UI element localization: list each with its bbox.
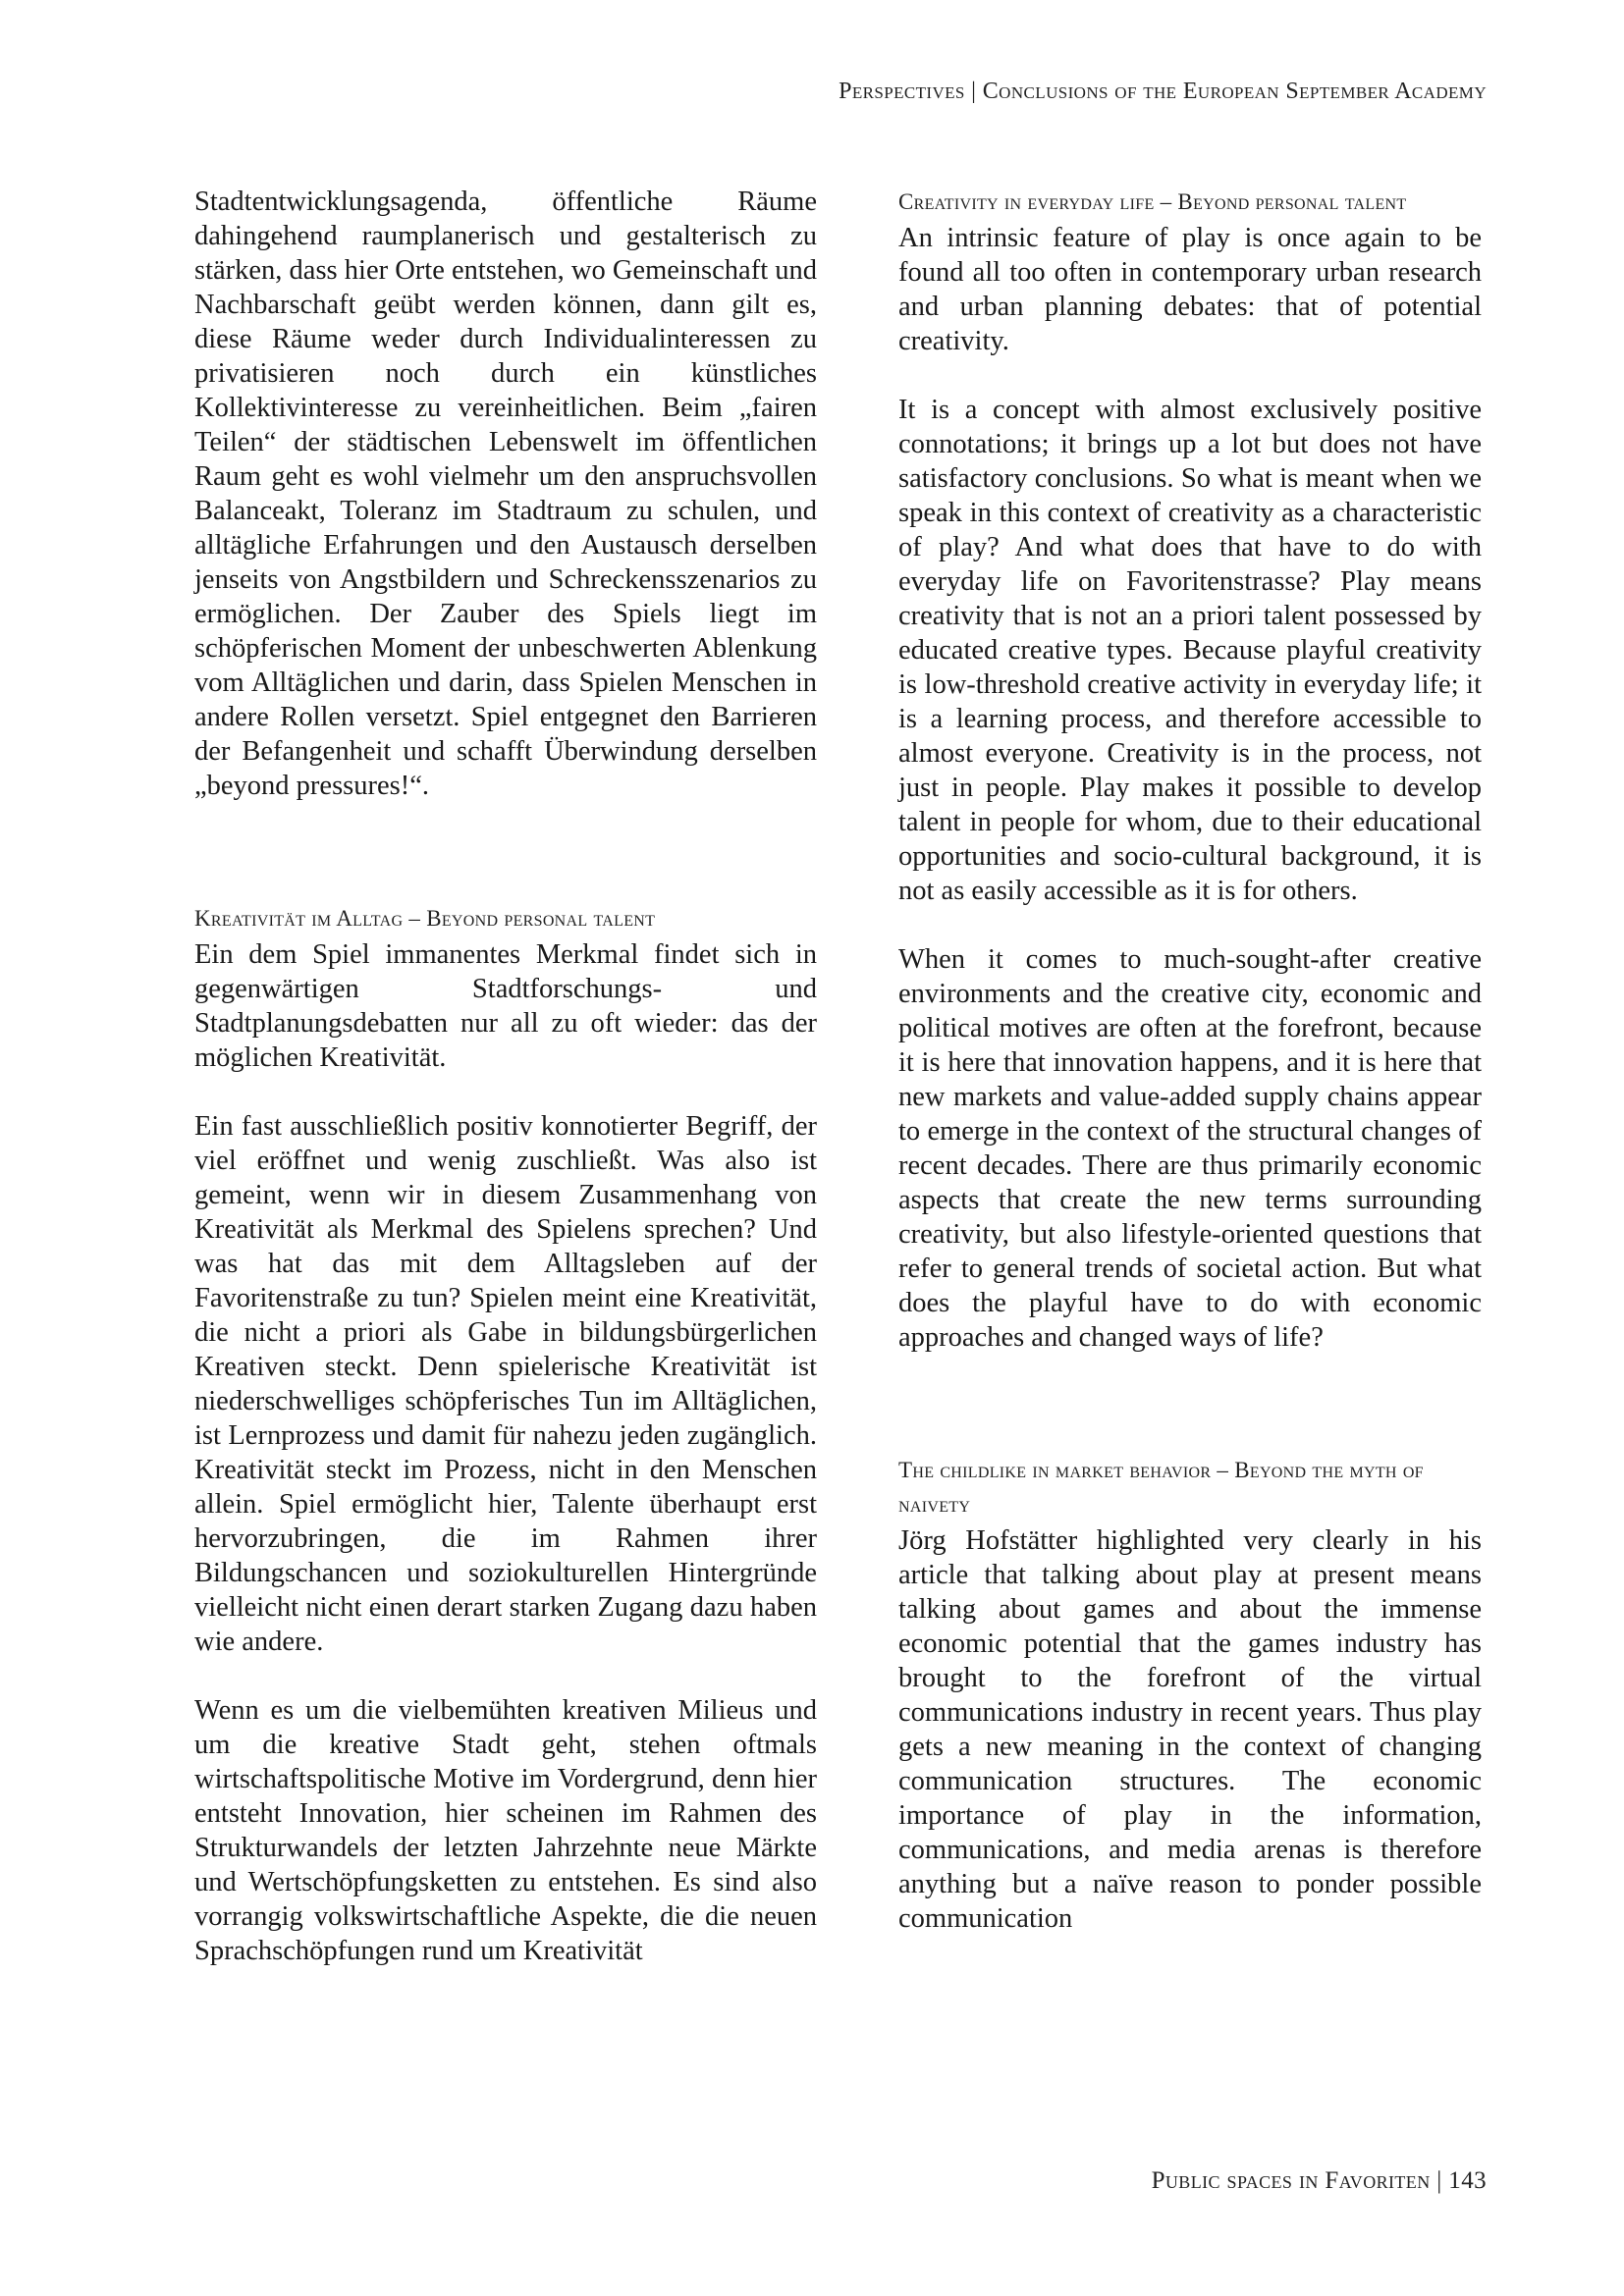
left-paragraph-2: Ein dem Spiel immanentes Merkmal findet sich in gegenwärtigen Stadtforschungs- und Stadtplanungsdebatten nur all zu oft wieder: das der möglichen Kreativität. (194, 939, 817, 1073)
left-paragraph-1: Stadtentwicklungsagenda, öffentliche Räume dahingehend raumplanerisch und gestalterisch zu stärken, dass hier Orte entstehen, wo Gemeinschaft und Nachbarschaft geübt werden können, dann gilt es, diese Räume weder durch Individualinteressen zu privatisieren noch durch ein künstliches Kollektivinteresse zu vereinheitlichen. Beim „fairen Teilen“ der städtischen Lebenswelt im öffentlichen Raum geht es wohl vielmehr um den anspruchsvollen Balanceakt, Toleranz im Stadtraum zu schulen, und alltägliche Erfahrungen und den Austausch derselben jenseits von Angstbildern und Schreckensszenarios zu ermöglichen. Der Zauber des Spiels liegt im schöpferischen Moment der unbeschwerten Ablenkung vom Alltäglichen und darin, dass Spielen Menschen in andere Rollen versetzt. Spiel entgegnet den Barrieren der Befangenheit und schafft Überwindung derselben „beyond pressures!“. (194, 187, 817, 801)
left-column (194, 185, 817, 1968)
section-heading-childlike: The childlike in market behavior – Beyond the myth of naivety (898, 1458, 1424, 1517)
running-head: Perspectives | Conclusions of the European September Academy (839, 79, 1487, 104)
section-heading-kreativitaet: Kreativität im Alltag – Beyond personal talent (194, 906, 656, 931)
page-folio: Public spaces in Favoriten | 143 (1151, 2167, 1487, 2194)
right-paragraph-1: An intrinsic feature of play is once again to be found all too often in contemporary urban research and urban planning debates: that of potential creativity. (898, 223, 1482, 356)
section-heading-creativity: Creativity in everyday life – Beyond personal talent (898, 189, 1407, 214)
right-paragraph-3: When it comes to much-sought-after creative environments and the creative city, economic and political motives are often at the forefront, because it is here that innovation happens, and it is here that new markets and value-added supply chains appear to emerge in the context of the structural changes of recent decades. There are thus primarily economic aspects that create the new terms surrounding creativity, but also lifestyle-oriented questions that refer to general trends of societal action. But what does the playful have to do with economic approaches and changed ways of life? (898, 944, 1482, 1353)
left-paragraph-3: Ein fast ausschließlich positiv konnotierter Begriff, der viel eröffnet und wenig zuschließt. Was also ist gemeint, wenn wir in diesem Zusammenhang von Kreativität als Merkmal des Spielens sprechen? Und was hat das mit dem Alltagsleben auf der Favoritenstraße zu tun? Spielen meint eine Kreativität, die nicht a priori als Gabe in bildungsbürgerlichen Kreativen steckt. Denn spielerische Kreativität ist niederschwelliges schöpferisches Tun im Alltäglichen, ist Lernprozess und damit für nahezu jeden zugänglich. Kreativität steckt im Prozess, nicht in den Menschen allein. Spiel ermöglicht hier, Talente überhaupt erst hervorzubringen, die im Rahmen ihrer Bildungschancen und soziokulturellen Hintergründe vielleicht nicht einen derart starken Zugang dazu haben wie andere. (194, 1111, 817, 1657)
right-paragraph-4: Jörg Hofstätter highlighted very clearly in his article that talking about play at present means talking about games and about the immense economic potential that the games industry has brought to the forefront of the virtual communications industry in recent years. Thus play gets a new meaning in the context of changing communication structures. The economic importance of play in the information, communications, and media arenas is therefore anything but a naïve reason to ponder possible communication (898, 1525, 1482, 1934)
right-paragraph-2: It is a concept with almost exclusively positive connotations; it brings up a lot but does not have satisfactory conclusions. So what is meant when we speak in this context of creativity as a characteristic of play? And what does that have to do with everyday life on Favoritenstrasse? Play means creativity that is not an a priori talent possessed by educated creative types. Because playful creativity is low-threshold creative activity in everyday life; it is a learning process, and therefore accessible to almost everyone. Creativity is in the process, not just in people. Play makes it possible to develop talent in people for whom, due to their educational opportunities and socio-cultural background, it is not as easily accessible as it is for others. (898, 395, 1482, 906)
right-column (898, 185, 1482, 1936)
left-paragraph-4: Wenn es um die vielbemühten kreativen Milieus und um die kreative Stadt geht, stehen oftmals wirtschaftspolitische Motive im Vordergrund, denn hier entsteht Innovation, hier scheinen im Rahmen des Strukturwandels der letzten Jahrzehnte neue Märkte und Wertschöpfungsketten zu entstehen. Es sind also vorrangig volkswirtschaftliche Aspekte, die die neuen Sprachschöpfungen rund um Kreativität (194, 1695, 817, 1966)
